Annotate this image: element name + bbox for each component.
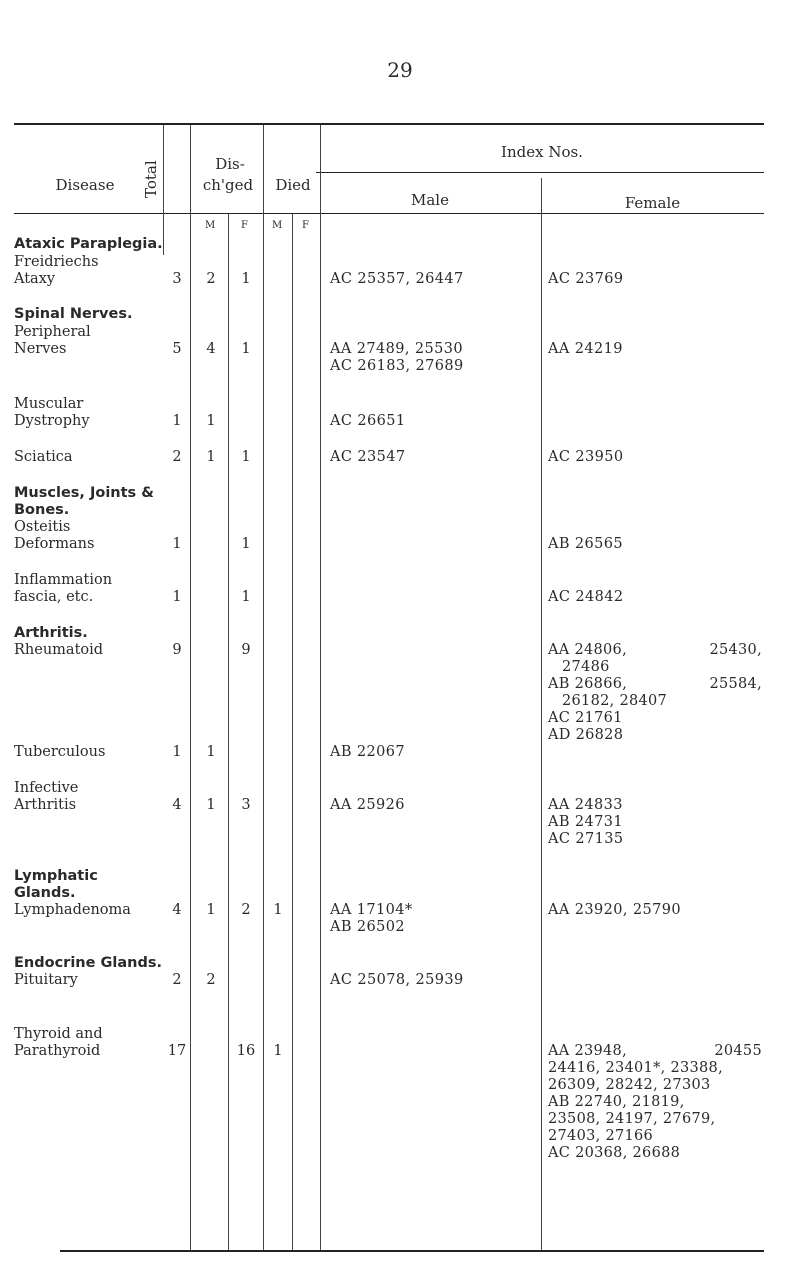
disease-tuberculous: Tuberculous [14, 744, 106, 760]
thyroid-female-a: AA 23948, [548, 1043, 627, 1059]
osteitis-female-index: AB 26565 [548, 536, 624, 552]
muscular-discharged-m: 1 [206, 413, 216, 429]
thyroid-discharged-f: 16 [236, 1043, 256, 1059]
disease-thyroid-line2: Parathyroid [14, 1043, 101, 1059]
ataxic-discharged-f: 1 [241, 271, 251, 287]
rheumatoid-female-index [548, 642, 762, 744]
muscular-total: 1 [172, 413, 182, 429]
infective-discharged-f: 3 [241, 797, 251, 813]
rheumatoid-female-d: 26182, 28407 [562, 693, 668, 709]
rheumatoid-female-f: AD 26828 [548, 727, 624, 743]
col-line-dis-mf [228, 214, 229, 1250]
osteitis-discharged-f: 1 [241, 536, 251, 552]
disease-ataxic-line1: Freidriechs [14, 254, 99, 270]
disease-osteitis-line1: Osteitis [14, 519, 71, 535]
osteitis-total: 1 [172, 536, 182, 552]
category-spinal-nerves: Spinal Nerves. [14, 306, 133, 322]
category-lymphatic-2: Glands. [14, 885, 76, 901]
col-line-died-mf [292, 214, 293, 1250]
disease-rheumatoid: Rheumatoid [14, 642, 104, 658]
spinal-male-index-1: AA 27489, 25530 [330, 341, 464, 357]
header-female: Female [624, 194, 681, 212]
lymph-female-index: AA 23920, 25790 [548, 902, 682, 918]
thyroid-female-b: 24416, 23401*, 23388, [548, 1060, 723, 1076]
rheumatoid-female-a2: 25430, [709, 642, 762, 658]
thyroid-female-d: AB 22740, 21819, [548, 1094, 685, 1110]
inflammation-discharged-f: 1 [241, 589, 251, 605]
thyroid-female-c: 26309, 28242, 27303 [548, 1077, 711, 1093]
spinal-discharged-f: 1 [241, 341, 251, 357]
rheumatoid-total: 9 [172, 642, 182, 658]
ataxic-discharged-m: 2 [206, 271, 216, 287]
infective-male-index: AA 25926 [330, 797, 405, 813]
header-male: Male [411, 191, 449, 209]
sciatica-discharged-f: 1 [241, 449, 251, 465]
col-line-male-female [541, 178, 542, 1250]
category-arthritis: Arthritis. [14, 625, 88, 641]
disease-pituitary: Pituitary [14, 972, 78, 988]
header-bottom-rule [14, 213, 764, 214]
header-died-f: F [302, 220, 309, 231]
thyroid-female-a2: 20455 [714, 1043, 762, 1059]
tuberculous-discharged-m: 1 [206, 744, 216, 760]
disease-inflammation-line1: Inflammation [14, 572, 113, 588]
top-rule [14, 123, 764, 125]
col-line-died-index [320, 125, 321, 1250]
header-dis-m: M [205, 220, 216, 231]
spinal-female-index: AA 24219 [548, 341, 623, 357]
lymph-died-m: 1 [273, 902, 283, 918]
lymph-total: 4 [172, 902, 182, 918]
header-index-nos: Index Nos. [501, 143, 583, 161]
disease-inflammation-line2: fascia, etc. [14, 589, 94, 605]
header-discharged-line2: ch'ged [202, 176, 254, 194]
header-dis-f: F [241, 220, 248, 231]
lymph-male-index-2: AB 26502 [330, 919, 406, 935]
rheumatoid-female-c: AB 26866, [548, 676, 628, 692]
thyroid-female-index [548, 1043, 762, 1162]
disease-ataxic-line2: Ataxy [14, 271, 56, 287]
inflammation-total: 1 [172, 589, 182, 605]
rheumatoid-discharged-f: 9 [241, 642, 251, 658]
lymph-discharged-f: 2 [241, 902, 251, 918]
header-discharged-line1: Dis- [215, 155, 245, 173]
index-subheader-rule [316, 172, 764, 173]
header-total: Total [142, 160, 160, 198]
infective-female-index-1: AA 24833 [548, 797, 623, 813]
header-disease: Disease [55, 176, 115, 194]
category-muscles-joints-bones-2: Bones. [14, 502, 70, 518]
disease-spinal-line2: Nerves [14, 341, 67, 357]
thyroid-female-g: AC 20368, 26688 [548, 1145, 681, 1161]
tuberculous-total: 1 [172, 744, 182, 760]
inflammation-female-index: AC 24842 [548, 589, 624, 605]
thyroid-female-e: 23508, 24197, 27679, [548, 1111, 716, 1127]
header-died-m: M [272, 220, 283, 231]
ataxic-female-index: AC 23769 [548, 271, 624, 287]
spinal-discharged-m: 4 [206, 341, 216, 357]
spinal-total: 5 [172, 341, 182, 357]
page-number: 29 [387, 58, 413, 82]
sciatica-female-index: AC 23950 [548, 449, 624, 465]
pituitary-male-index: AC 25078, 25939 [330, 972, 464, 988]
disease-infective-line2: Arthritis [14, 797, 77, 813]
rheumatoid-female-b: 27486 [562, 659, 610, 675]
col-line-total-dis [190, 125, 191, 1250]
infective-female-index-3: AC 27135 [548, 831, 624, 847]
rheumatoid-female-e: AC 21761 [548, 710, 623, 726]
col-line-dis-died [263, 125, 264, 1250]
sciatica-discharged-m: 1 [206, 449, 216, 465]
thyroid-total: 17 [167, 1043, 187, 1059]
disease-sciatica: Sciatica [14, 449, 73, 465]
muscular-male-index: AC 26651 [330, 413, 406, 429]
category-muscles-joints-bones-1: Muscles, Joints & [14, 485, 154, 501]
disease-osteitis-line2: Deformans [14, 536, 95, 552]
infective-female-index-2: AB 24731 [548, 814, 624, 830]
disease-muscular-line2: Dystrophy [14, 413, 90, 429]
header-died: Died [275, 176, 311, 194]
disease-lymphadenoma: Lymphadenoma [14, 902, 131, 918]
rheumatoid-female-c2: 25584, [709, 676, 762, 692]
thyroid-female-f: 27403, 27166 [548, 1128, 654, 1144]
thyroid-died-m: 1 [273, 1043, 283, 1059]
rheumatoid-female-a: AA 24806, [548, 642, 627, 658]
lymph-male-index-1: AA 17104* [330, 902, 413, 918]
tuberculous-male-index: AB 22067 [330, 744, 406, 760]
bottom-rule [60, 1250, 764, 1252]
category-ataxic-paraplegia: Ataxic Paraplegia. [14, 236, 163, 252]
spinal-male-index-2: AC 26183, 27689 [330, 358, 464, 374]
ataxic-total: 3 [172, 271, 182, 287]
category-lymphatic-1: Lymphatic [14, 868, 98, 884]
disease-muscular-line1: Muscular [14, 396, 84, 412]
ataxic-male-index: AC 25357, 26447 [330, 271, 464, 287]
pituitary-total: 2 [172, 972, 182, 988]
infective-total: 4 [172, 797, 182, 813]
sciatica-male-index: AC 23547 [330, 449, 406, 465]
sciatica-total: 2 [172, 449, 182, 465]
disease-thyroid-line1: Thyroid and [14, 1026, 103, 1042]
pituitary-discharged-m: 2 [206, 972, 216, 988]
col-line-disease-total [163, 125, 164, 255]
disease-infective-line1: Infective [14, 780, 79, 796]
lymph-discharged-m: 1 [206, 902, 216, 918]
category-endocrine-glands: Endocrine Glands. [14, 955, 162, 971]
infective-discharged-m: 1 [206, 797, 216, 813]
disease-spinal-line1: Peripheral [14, 324, 91, 340]
